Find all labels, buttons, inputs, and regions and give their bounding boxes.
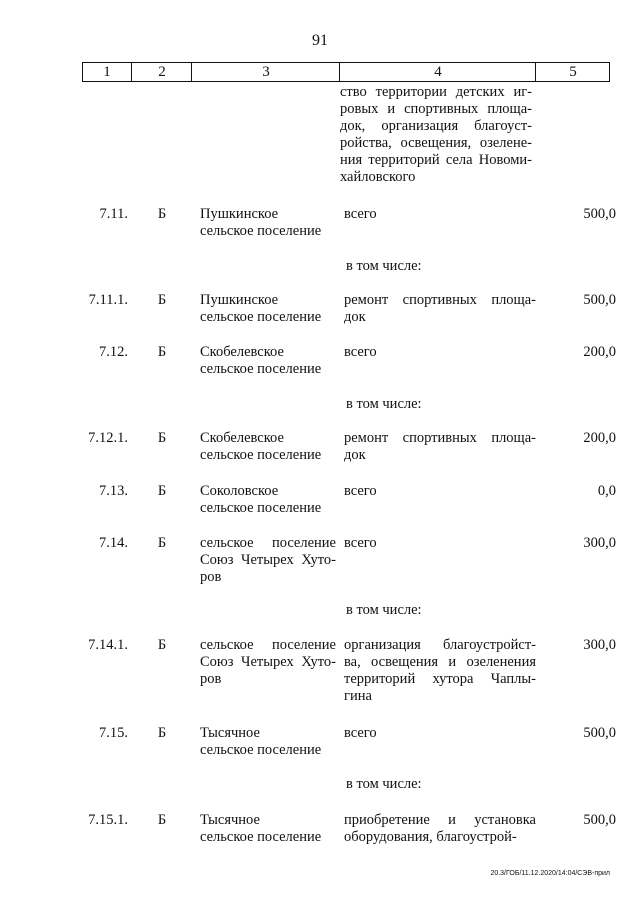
row-name-line: сельское поселение [200, 535, 336, 551]
row-description-line: территорий хутора Чаплы- [344, 671, 536, 687]
row-name-line: сельское поселение [200, 637, 336, 653]
row-description-line: всего [344, 206, 377, 222]
row-value: 200,0 [583, 430, 616, 446]
row-value: 300,0 [583, 637, 616, 653]
header-col-1: 1 [103, 64, 111, 80]
row-description-line: всего [344, 535, 377, 551]
row-value: 500,0 [583, 206, 616, 222]
row-value: 500,0 [583, 812, 616, 828]
header-col-5: 5 [535, 63, 610, 81]
row-category: Б [157, 206, 167, 222]
footer-code: 20.3/ГОБ/11.12.2020/14:04/СЭВ-прил [490, 870, 610, 877]
row-name-line: Скобелевское [200, 430, 284, 446]
row-description-line: всего [344, 725, 377, 741]
table-header [82, 62, 610, 82]
row-name-line: Пушкинское [200, 206, 279, 222]
row-name-line: сельское поселение [200, 742, 322, 758]
row-value: 0,0 [597, 483, 616, 499]
row-value: 300,0 [583, 535, 616, 551]
row-description-line: организация благоустройст- [344, 637, 536, 653]
continuation-line: ровых и спортивных площа- [340, 101, 532, 117]
row-description-line: приобретение и установка [344, 812, 536, 828]
row-name-line: Пушкинское [200, 292, 279, 308]
row-number: 7.12. [99, 344, 128, 360]
continuation-line: ройства, освещения, озелене- [340, 135, 532, 151]
row-number: 7.14. [99, 535, 128, 551]
row-description-line: док [344, 309, 366, 325]
row-number: 7.15. [99, 725, 128, 741]
row-value: 500,0 [583, 292, 616, 308]
row-name-line: сельское поселение [200, 361, 322, 377]
row-name-line: ров [200, 671, 222, 687]
row-description-line: ремонт спортивных площа- [344, 292, 536, 308]
header-col-2: 2 [131, 63, 192, 81]
continuation-line: док, организация благоуст- [340, 118, 532, 134]
row-description-line: гина [344, 688, 372, 704]
row-description-line: док [344, 447, 366, 463]
row-name-line: сельское поселение [200, 223, 322, 239]
row-name-line: сельское поселение [200, 500, 322, 516]
row-name-line: сельское поселение [200, 309, 322, 325]
continuation-line: хайловского [340, 169, 416, 185]
row-category: Б [157, 430, 167, 446]
row-number: 7.14.1. [88, 637, 128, 653]
row-description-line: оборудования, благоустрой- [344, 829, 517, 845]
row-category: Б [157, 535, 167, 551]
row-category: Б [157, 725, 167, 741]
continuation-line: ство территории детских иг- [340, 84, 532, 100]
row-number: 7.12.1. [88, 430, 128, 446]
row-category: Б [157, 292, 167, 308]
row-name-line: ров [200, 569, 222, 585]
row-description-line: всего [344, 344, 377, 360]
row-number: 7.11. [99, 206, 128, 222]
row-value: 500,0 [583, 725, 616, 741]
subtotal-label: в том числе: [346, 396, 422, 412]
row-category: Б [157, 483, 167, 499]
subtotal-label: в том числе: [346, 258, 422, 274]
row-name-line: сельское поселение [200, 829, 322, 845]
row-category: Б [157, 637, 167, 653]
row-number: 7.15.1. [88, 812, 128, 828]
row-category: Б [157, 812, 167, 828]
row-description-line: ва, освещения и озеленения [344, 654, 536, 670]
row-description-line: всего [344, 483, 377, 499]
row-number: 7.11.1. [88, 292, 128, 308]
continuation-line: ния территорий села Новоми- [340, 152, 532, 168]
row-name-line: Соколовское [200, 483, 279, 499]
row-description-line: ремонт спортивных площа- [344, 430, 536, 446]
row-category: Б [157, 344, 167, 360]
row-name-line: Союз Четырех Хуто- [200, 654, 336, 670]
row-value: 200,0 [583, 344, 616, 360]
row-number: 7.13. [99, 483, 128, 499]
page-number: 91 [312, 32, 328, 49]
header-col-4: 4 [339, 63, 536, 81]
row-name-line: Тысячное [200, 812, 260, 828]
row-name-line: Союз Четырех Хуто- [200, 552, 336, 568]
row-name-line: Тысячное [200, 725, 260, 741]
subtotal-label: в том числе: [346, 776, 422, 792]
subtotal-label: в том числе: [346, 602, 422, 618]
row-name-line: Скобелевское [200, 344, 284, 360]
row-name-line: сельское поселение [200, 447, 322, 463]
header-col-3: 3 [191, 63, 340, 81]
